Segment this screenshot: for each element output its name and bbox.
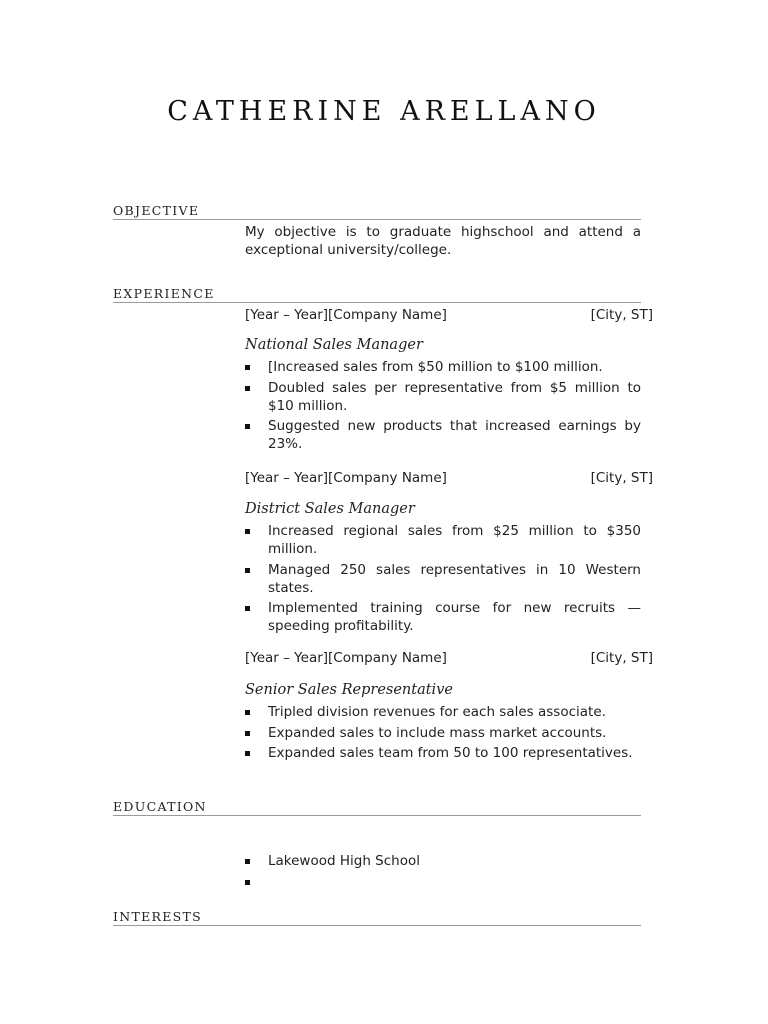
bullet-text: Expanded sales team from 50 to 100 representatives.: [268, 745, 633, 761]
list-item: [245, 379, 641, 415]
bullet-text: Implemented training course for new recruits — speeding profitability.: [268, 600, 641, 634]
bullet-text: Lakewood High School: [268, 853, 420, 869]
list-item: [245, 852, 641, 870]
list-item: [245, 744, 641, 762]
bullet-icon: [245, 529, 250, 534]
bullet-icon: [245, 710, 250, 715]
list-item: [245, 417, 641, 453]
job-years: [Year – Year]: [245, 307, 329, 323]
job-company: [Company Name]: [328, 650, 447, 666]
bullet-icon: [245, 751, 250, 756]
bullet-icon: [245, 365, 250, 370]
section-heading-experience: EXPERIENCE: [113, 286, 641, 303]
bullet-text: Doubled sales per representative from $5 million to $10 million.: [268, 379, 641, 414]
education-bullets: [245, 852, 641, 893]
list-item: [245, 703, 641, 721]
list-item: [245, 561, 641, 597]
bullet-icon: [245, 731, 250, 736]
job-years: [Year – Year]: [245, 470, 329, 486]
bullet-text: Suggested new products that increased earnings by 23%.: [268, 418, 641, 452]
bullet-text: [Increased sales from $50 million to $100 million.: [268, 359, 603, 375]
job-title: District Sales Manager: [245, 501, 415, 517]
job-company: [Company Name]: [328, 307, 447, 323]
job-city: [City, ST]: [590, 307, 653, 323]
bullet-icon: [245, 880, 250, 885]
bullet-icon: [245, 606, 250, 611]
bullet-icon: [245, 859, 250, 864]
job-header: [245, 650, 653, 666]
job-years: [Year – Year]: [245, 650, 329, 666]
bullet-text: Tripled division revenues for each sales associate.: [268, 704, 606, 720]
job-title: National Sales Manager: [245, 337, 423, 353]
job-header: [245, 470, 653, 486]
bullet-text: Expanded sales to include mass market accounts.: [268, 724, 607, 741]
section-heading-education: EDUCATION: [113, 799, 641, 816]
list-item: [245, 724, 641, 742]
section-heading-interests: INTERESTS: [113, 909, 641, 926]
job-city: [City, ST]: [590, 650, 653, 666]
list-item: [245, 522, 641, 558]
resume-name: CATHERINE ARELLANO: [167, 96, 601, 127]
section-heading-objective: OBJECTIVE: [113, 203, 641, 220]
job-bullets: [245, 358, 641, 456]
bullet-text: Managed 250 sales representatives in 10 Western states.: [268, 561, 641, 596]
job-bullets: [245, 522, 641, 638]
job-bullets: [245, 703, 641, 765]
list-item: [245, 873, 641, 891]
list-item: [245, 599, 641, 635]
job-company: [Company Name]: [328, 470, 447, 486]
bullet-icon: [245, 386, 250, 391]
bullet-icon: [245, 568, 250, 573]
list-item: [245, 358, 641, 376]
bullet-text: Increased regional sales from $25 million to $350 million.: [268, 523, 641, 557]
bullet-icon: [245, 424, 250, 429]
job-city: [City, ST]: [590, 470, 653, 486]
job-title: Senior Sales Representative: [245, 682, 453, 698]
job-header: [245, 307, 653, 323]
objective-text: My objective is to graduate highschool and attend a exceptional university/college.: [245, 224, 641, 258]
